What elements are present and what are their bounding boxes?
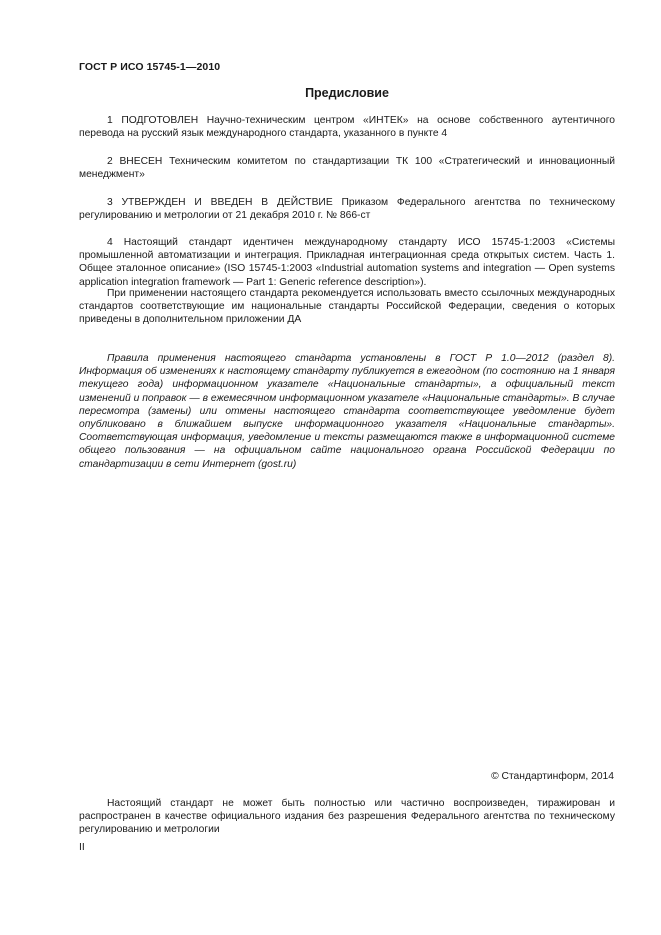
reproduction-note: Настоящий стандарт не может быть полностью или частично воспроизведен, тиражирован и распространен в качестве официального издания без разрешения Федерального агентства по техническому регулированию и метрологии (79, 798, 615, 836)
standard-code: ГОСТ Р ИСО 15745-1—2010 (79, 61, 221, 73)
item-2: 2 ВНЕСЕН Техническим комитетом по стандартизации ТК 100 «Стратегический и инновационный менеджмент» (79, 156, 615, 181)
usage-note: При применении настоящего стандарта рекомендуется использовать вместо ссылочных международных стандартов соответствующие им национальные стандарты Российской Федерации, сведения о которых приведены в дополнительном приложении ДА (79, 288, 615, 326)
rules-note: Правила применения настоящего стандарта установлены в ГОСТ Р 1.0—2012 (раздел 8). Информация об изменениях к настоящему стандарту публикуется в ежегодном (по состоянию на 1 января текущего года) информационном указателе «Национальные стандарты», а официальный текст изменений и поправок — в ежемесячном информационном указателе «Национальные стандарты». В случае пересмотра (замены) или отмены настоящего стандарта соответствующее уведомление будет опубликовано в ближайшем выпуске информационного указателя «Национальные стандарты». Соответствующая информация, уведомление и тексты размещаются также в информационной системе общего пользования — на официальном сайте национального органа Российской Федерации по стандартизации в сети Интернет (gost.ru) (79, 353, 615, 470)
page-number: II (79, 842, 85, 853)
item-3: 3 УТВЕРЖДЕН И ВВЕДЕН В ДЕЙСТВИЕ Приказом Федерального агентства по техническому регулированию и метрологии от 21 декабря 2010 г. № 866-ст (79, 197, 615, 222)
copyright: © Стандартинформ, 2014 (491, 771, 614, 782)
item-1: 1 ПОДГОТОВЛЕН Научно-техническим центром «ИНТЕК» на основе собственного аутентичного перевода на русский язык международного стандарта, указанного в пункте 4 (79, 115, 615, 140)
page-title: Предисловие (305, 86, 389, 100)
item-4: 4 Настоящий стандарт идентичен международному стандарту ИСО 15745-1:2003 «Системы промышленной автоматизации и интеграция. Прикладная интеграционная среда открытых систем. Часть 1. Общее эталонное описание» (ISO 15745-1:2003 «Industrial automation systems and integration — Open systems application integration framework — Part 1: Generic reference description»). (79, 237, 615, 288)
